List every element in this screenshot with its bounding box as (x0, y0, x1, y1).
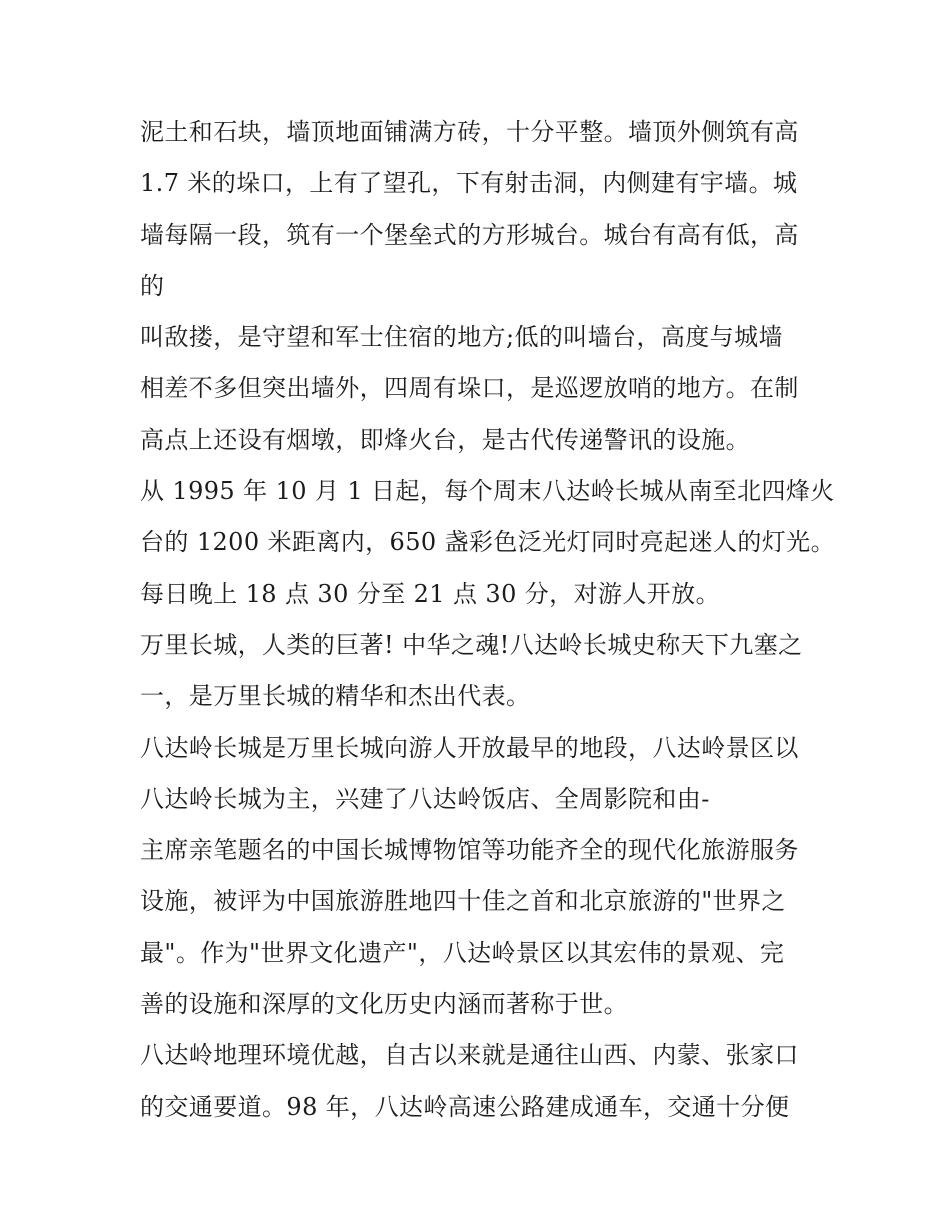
text-line: 八达岭地理环境优越，自古以来就是通往山西、内蒙、张家口 (140, 1041, 799, 1070)
text-line: 墙每隔一段，筑有一个堡垒式的方形城台。城台有高有低，高 (140, 220, 799, 249)
text-line: 设施，被评为中国旅游胜地四十佳之首和北京旅游的"世界之 (140, 887, 786, 916)
text-line: 相差不多但突出墙外，四周有垛口，是巡逻放哨的地方。在制 (140, 374, 799, 403)
text-line: 从 1995 年 10 月 1 日起，每个周末八达岭长城从南至北四烽火 (140, 477, 835, 506)
text-line: 八达岭长城是万里长城向游人开放最早的地段，八达岭景区以 (140, 733, 799, 762)
text-line: 每日晚上 18 点 30 分至 21 点 30 分，对游人开放。 (140, 579, 720, 608)
text-line: 最"。作为"世界文化遗产"，八达岭景区以其宏伟的景观、完 (140, 938, 785, 967)
text-line: 万里长城，人类的巨著! 中华之魂!八达岭长城史称天下九塞之 (140, 630, 803, 659)
text-line: 的 (140, 271, 165, 300)
text-line: 八达岭长城为主，兴建了八达岭饭店、全周影院和由- (140, 784, 710, 813)
body-text (140, 107, 835, 1133)
text-line: 泥土和石块，墙顶地面铺满方砖，十分平整。墙顶外侧筑有高 (140, 118, 799, 146)
text-line: 主席亲笔题名的中国长城博物馆等功能齐全的现代化旅游服务 (140, 836, 799, 865)
text-line: 高点上还设有烟墩，即烽火台，是古代传递警讯的设施。 (140, 425, 750, 454)
text-line: 台的 1200 米距离内，650 盏彩色泛光灯同时亮起迷人的灯光。 (140, 528, 835, 557)
text-line: 一，是万里长城的精华和杰出代表。 (140, 682, 531, 711)
text-line: 1.7 米的垛口，上有了望孔，下有射击洞，内侧建有宇墙。城 (140, 169, 798, 198)
text-line: 的交通要道。98 年，八达岭高速公路建成通车，交通十分便 (140, 1092, 790, 1121)
text-line: 善的设施和深厚的文化历史内涵而著称于世。 (140, 990, 628, 1019)
text-line: 叫敌搂，是守望和军士住宿的地方;低的叫墙台，高度与城墙 (140, 323, 783, 352)
